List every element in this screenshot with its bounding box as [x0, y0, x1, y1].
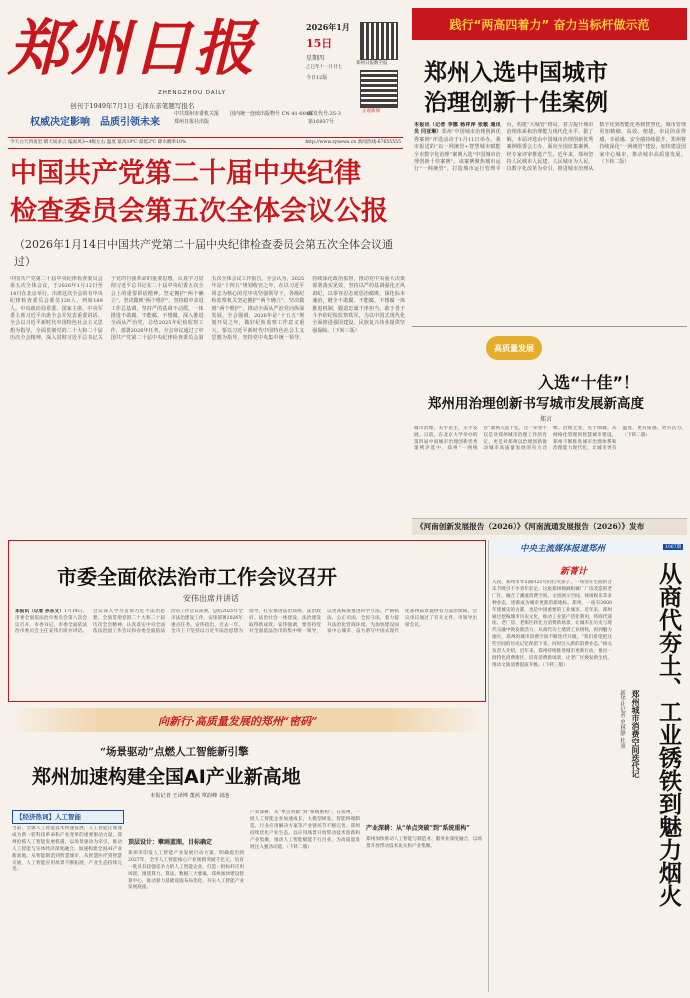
lead-body: 中国共产党第二十届中央纪律检查委员会第五次全体会议，于2026年1月12日至14日在北京举行。出席这次全会的有中央纪律检查委员会委员128人，列席189人。中央政治局常委、国家主席、中央军委主席习近平出席全会并发表重要讲话。全会以习近平新时代中国特色社会主义思想为指导，全面贯彻党的二十大和二十届历次全会精神，深入贯彻习近平总书记关于党的自我革命的重要思想，认真学习贯彻习近平总书记在二十届中央纪委五次全会上的重要讲话精神，坚定拥护“两个确立”，坚决做到“两个维护”，坚持稳中求进工作总基调，坚持严的基调不动摇，一体推进不敢腐、不能腐、不想腐，深入推进全面从严治党，总结2025年纪检监察工作，部署2026年任务。全会审议通过了中国共产党第二十届中央纪律检查委员会第五次全体会议工作报告。全会认为，2025年是“十四五”规划收官之年，在以习近平同志为核心的党中央坚强领导下，各级纪检监察机关坚定拥护“两个确立”、坚决做到“两个维护”，推动全面从严治党向纵深发展。全会强调，2026年是“十五五”规划开局之年，做好纪检监察工作意义重大。要以习近平新时代中国特色社会主义思想为指导，坚持党中央集中统一领导，持续深化政治监督，推动党中央重大决策部署落实见效，坚持以严的基调强化正风肃纪，以零容忍态度惩治腐败，深化标本兼治，健全不敢腐、不能腐、不想腐一体推进机制，锻造忠诚干净担当、敢于善于斗争的纪检监察铁军，为以中国式现代化全面推进强国建设、民族复兴伟业提供坚强保障。（下转三版）	[10, 276, 405, 342]
ranking-headline-1: 入选“十佳”！	[538, 373, 640, 392]
city-story-byline: 本报讯（记者 李娜 杨祥萍 张敏 通讯员 闫亚琳）	[414, 122, 501, 136]
ai-keyword-text: 【经济热词】人工智能	[16, 813, 81, 821]
sidebar-column-header	[492, 540, 687, 556]
ranking-body: 城市治理，关乎民生，关乎发展。日前，在北京大学举办的第四届中国城市治理创新优秀案例评选中，郑州“一网统管”案例入选十佳，这一荣誉不仅是对郑州城市治理工作的肯定，更是对郑州以治理创新推动城市高质量发展的有力诠释。治理之变，见于细微。从网格化管理到智慧城市建设，郑州不断推进城市治理体系和治理能力现代化，让城市更有温度、更有质感、更有活力。（下转二版）	[414, 426, 686, 452]
top-banner-text: 践行“两高四着力” 奋力当标杆做示范	[449, 17, 650, 32]
postal-codes	[308, 110, 341, 126]
slogan-quality: 品质引领未来	[100, 117, 160, 128]
feature-tag: 新菁计	[560, 567, 588, 577]
ai-banner	[8, 708, 484, 732]
lunar-date: 乙巳年十一月廿七	[306, 65, 342, 70]
report-bar[interactable]	[412, 518, 687, 535]
founding-note: 创刊于1949年7月1日 毛泽东亲笔题写报名	[70, 102, 195, 110]
publication-codes	[230, 110, 312, 118]
ranking-author: 郑言	[540, 416, 553, 423]
divider-right-1	[412, 326, 687, 327]
postal-code: 邮发代号:35-3	[308, 111, 341, 117]
weekday: 星期四	[306, 55, 325, 62]
sidebar-column-title: 中央主流媒体报道郑州	[520, 544, 606, 554]
qr-code-app[interactable]	[360, 70, 398, 108]
slogan-authority: 权威决定影响	[30, 117, 90, 128]
quality-tag	[486, 336, 542, 360]
issue-number: 第16937号	[308, 119, 334, 125]
weather-text: 今天白天到夜里 晴天间多云 偏南风3~4级左右 温度 最高19℃ 最低2℃ 降水概率10%	[10, 140, 187, 145]
city-headline-line-2: 治理创新十佳案例	[424, 90, 608, 116]
report-bar-text: 《河南创新发展报告（2026）》《河南流通发展报告（2026）》发布	[416, 522, 645, 531]
city-story-body	[414, 122, 686, 322]
date-year-month: 2026年1月	[306, 22, 350, 32]
ai-body-col-1: 当前，全球人工智能技术快速发展，人工智能正加速成为新一轮科技革命和产业变革的重要驱动力量。郑州抢抓人工智能发展机遇，以场景驱动为牵引，推动人工智能与实体经济深度融合，加速构建全国AI产业新高地。从智能制造到智慧城市，从智慧医疗到智慧交通，人工智能应用场景不断拓展，产业生态持续完善。	[12, 826, 122, 873]
ranking-headline-2: 郑州用治理创新书写城市发展新高度	[428, 396, 644, 412]
date-day: 15日	[306, 37, 333, 50]
ai-subtitle-2: 产业深耕：从“单点突破”到“系统重构”	[366, 825, 470, 832]
ai-banner-text: 向新行·高质量发展的郑州“密码”	[158, 715, 318, 728]
qr-caption-digital: 郑州日报数字报	[356, 61, 388, 66]
ai-keyword-label	[12, 810, 124, 824]
ai-kicker: “场景驱动”点燃人工智能新引擎	[100, 746, 249, 758]
newspaper-title: 郑州日报	[8, 14, 256, 84]
newspaper-pinyin: ZHENGZHOU DAILY	[158, 90, 226, 96]
city-headline-line-1: 郑州入选中国城市	[424, 60, 608, 86]
meeting-text: 1月14日，市委全面依法治市委员会第八次会议召开。市委书记、市委全面依法治市委员会主任安伟出席并讲话。会议深入学习贯彻习近平法治思想，全面贯彻党的二十大和二十届历次全会精神，认真落实中央全面依法治国工作会议和省委全面依法治省工作会议部署，总结2025年全市法治建设工作，安排部署2026年重点任务。安伟指出，过去一年，全市上下坚持以习近平法治思想为指导，扎实推进法治郑州、法治政府、法治社会一体建设，法治建设取得新成效。安伟强调，要坚持党对全面依法治市的集中统一领导，以更高标准推进科学立法、严格执法、公正司法、全民守法，着力提升法治化营商环境，为加快建设国家中心城市、奋力谱写中国式现代化郑州篇章提供有力法治保障。会议审议通过了有关文件。市领导出席会议。	[15, 609, 477, 635]
ai-body-col-4	[366, 810, 482, 990]
sidebar-column-no: 1067期	[665, 545, 681, 550]
weather-strip	[8, 137, 403, 149]
ai-body-col-2	[128, 810, 244, 990]
quality-tag-text: 高质量发展	[494, 343, 534, 353]
divider-vertical	[488, 540, 489, 992]
meeting-body	[15, 609, 477, 697]
publisher-info	[174, 110, 219, 126]
meeting-box	[8, 540, 486, 702]
top-banner	[412, 8, 687, 40]
ai-byline: 本报记者 王译博 董茜 覃韵峰 刘池	[150, 793, 230, 799]
feature-vertical-sub: 郑州城市消费空间迭代记	[631, 690, 641, 778]
lead-headline-line-1: 中国共产党第二十届中央纪律	[10, 158, 361, 189]
city-story-text: 郑州“中国城市治理创新优秀案例”评选活动于1月11日举办，我市报送的“以一网统管+智慧城市赋能全市数字化治理”案例入选“中国城市治理创新十佳案例”。该案例聚焦城市运行“一网统管”，打造城市运行管理平台，构建“大城管”格局，着力提升城市治理体系和治理能力现代化水平。据了解，本届评选由中国城市治理创新优秀案例组委会主办，面向全国征集案例，经专家评审推选产生。近年来，郑州坚持人民城市人民建、人民城市为人民，以数字化改革为牵引，推进城市治理从数字化到智能化再到智慧化，城市管理更加精细、高效、便捷，市民的获得感、幸福感、安全感持续提升。郑州将持续深化“一网统管”建设，加快建设国家中心城市，推动城市高质量发展。（下转二版）	[414, 122, 686, 173]
feature-vertical-byline: 新华社记者 史林静 杜童	[619, 690, 625, 749]
date-block	[306, 22, 354, 81]
meeting-byline: 本报讯（记者 孙东文）	[15, 609, 64, 614]
qr-code-digital[interactable]	[360, 22, 398, 60]
meeting-headline: 市委全面依法治市工作会议召开	[57, 565, 337, 589]
ai-body-2-text: 郑州市印发人工智能产业发展行动方案，明确提出到2027年，全市人工智能核心产业规模突破千亿元，培育一批具有较强竞争力的人工智能企业，打造一批标杆应用场景。围绕算力、算法、数据三大要素，郑州加快建设智算中心，推动算力基础设施布局优化，夯实人工智能产业发展底座。	[128, 850, 244, 891]
lead-subhead: （2026年1月14日中国共产党第二十届中央纪律检查委员会第五次全体会议通过）	[14, 238, 393, 268]
qr-caption-app: 正观新闻	[362, 109, 380, 114]
feature-body: 入夜，郑州市华山路121号的打火孩子，一场别开生面的音乐节吸引不少青年驻足。这座郑州棉麻机械厂厂房改造的老厂区，融合了潮流消费空间、文创展示空间、休闲娱乐等多种业态，逐渐成为城市更新的新地标。郑州，一座有3600年建城史的古都，也是中国重要的工业城市。近年来，郑州通过挖掘城市历史文化，推动工业遗产活化利用，将商代遗址、老厂房、老街区转化为消费新场景，让城市在历史与现代交融中焕发新活力。从商代夯土墙到工业锈铁，再到魅力烟火，郑州的城市消费空间不断迭代升级。“我们希望把这些空间的历史记忆保留下来，同时注入新的消费业态。”相关负责人介绍。近年来，郑州持续推进城市更新行动，推出一批特色消费街区，培育消费新场景，让老厂区焕发新生机，推动文旅消费提质升级。（下转三版）	[492, 580, 612, 668]
publisher-line-1: 中共郑州市委机关报	[174, 111, 220, 117]
page-count: 今日12版	[306, 75, 328, 81]
ai-body-3-echo: 郑州加快推动人工智能与制造业、服务业深度融合，以场景开放带动技术攻关和产业集聚。	[366, 836, 482, 849]
cn-code: 国内统一连续出版物号 CN 41-0048	[230, 111, 313, 117]
website-text[interactable]: http://www.zynews.cn 新闻热线:67655555	[305, 140, 401, 145]
feature-vertical-headline: 从商代夯土、工业锈铁到魅力烟火	[655, 562, 681, 907]
ai-headline: 郑州加速构建全国AI产业新高地	[32, 766, 301, 788]
ai-body-col-3: 产业深耕，从“单点突破”到“系统重构”。在郑州，一批人工智能企业加速成长，大模型研发、智能终端制造、行业应用解决方案等产业链环节不断完善。郑州持续优化产业生态，以应用场景开放带动技术创新和产业集聚，推动人工智能赋能千行百业，为高质量发展注入强劲动能。（下转二版）	[250, 810, 360, 850]
meeting-subhead: 安伟出席并讲话	[183, 594, 239, 603]
ai-subtitle-1: 顶层设计：擘画蓝图，目标确定	[128, 839, 213, 846]
publisher-line-2: 郑州日报社出版	[174, 119, 210, 125]
lead-headline	[10, 155, 405, 231]
lead-headline-line-2: 检查委员会第五次全体会议公报	[10, 196, 388, 227]
city-story-headline	[424, 58, 684, 118]
